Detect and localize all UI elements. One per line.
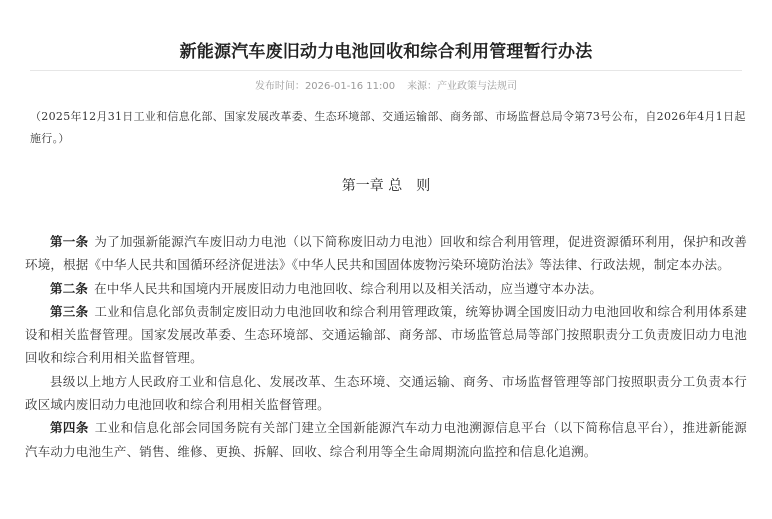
publish-time: 2026-01-16 11:00 <box>304 81 396 92</box>
article-body <box>25 230 747 463</box>
page-title: 新能源汽车废旧动力电池回收和综合利用管理暂行办法 <box>179 42 593 63</box>
article-number: 第二条 <box>50 280 89 296</box>
source-label: 来源： <box>407 81 438 92</box>
paragraph-text: 为了加强新能源汽车废旧动力电池（以下简称废旧动力电池）回收和综合利用管理，促进资源循环利用，保护和改善环境，根据《中华人民共和国循环经济促进法》《中华人民共和国固体废物污染环境防治法》等法律、行政法规，制定本办法。 <box>25 234 748 273</box>
paragraph-text: 县级以上地方人民政府工业和信息化、发展改革、生态环境、交通运输、商务、市场监督管理等部门按照职责分工负责本行政区域内废旧动力电池回收和综合利用相关监督管理。 <box>25 373 747 413</box>
paragraph-text: 工业和信息化部会同国务院有关部门建立全国新能源汽车动力电池溯源信息平台（以下简称信息平台），推进新能源汽车动力电池生产、销售、维修、更换、拆解、回收、综合利用等全生命周期流向监控和信息化追溯。 <box>25 420 747 459</box>
paragraph-text: 工业和信息化部负责制定废旧动力电池回收和综合利用管理政策，统筹协调全国废旧动力电池回收和综合利用体系建设和相关监督管理。国家发展改革委、生态环境部、交通运输部、商务部、市场监管总局等部门按照职责分工负责废旧动力电池回收和综合利用相关监督管理。 <box>25 303 748 366</box>
title-divider <box>30 70 742 71</box>
paragraph-text: 在中华人民共和国境内开展废旧动力电池回收、综合利用以及相关活动，应当遵守本办法。 <box>94 280 603 296</box>
article-paragraph <box>25 230 747 277</box>
article-meta <box>0 80 772 94</box>
chapter-title: 第一章 总 则 <box>341 178 431 194</box>
article-number: 第四条 <box>50 420 89 436</box>
article-number: 第三条 <box>50 303 89 319</box>
article-paragraph <box>25 277 747 300</box>
article-paragraph <box>25 370 747 417</box>
preface-note: （2025年12月31日工业和信息化部、国家发展改革委、生态环境部、交通运输部、商务部、市场监督总局令第73号公布，自2026年4月1日起施行。） <box>30 110 746 145</box>
article-paragraph <box>25 416 747 463</box>
article-number: 第一条 <box>50 234 89 249</box>
article-paragraph <box>25 300 747 370</box>
publish-time-label: 发布时间： <box>254 81 305 92</box>
source: 产业政策与法规司 <box>437 81 518 92</box>
